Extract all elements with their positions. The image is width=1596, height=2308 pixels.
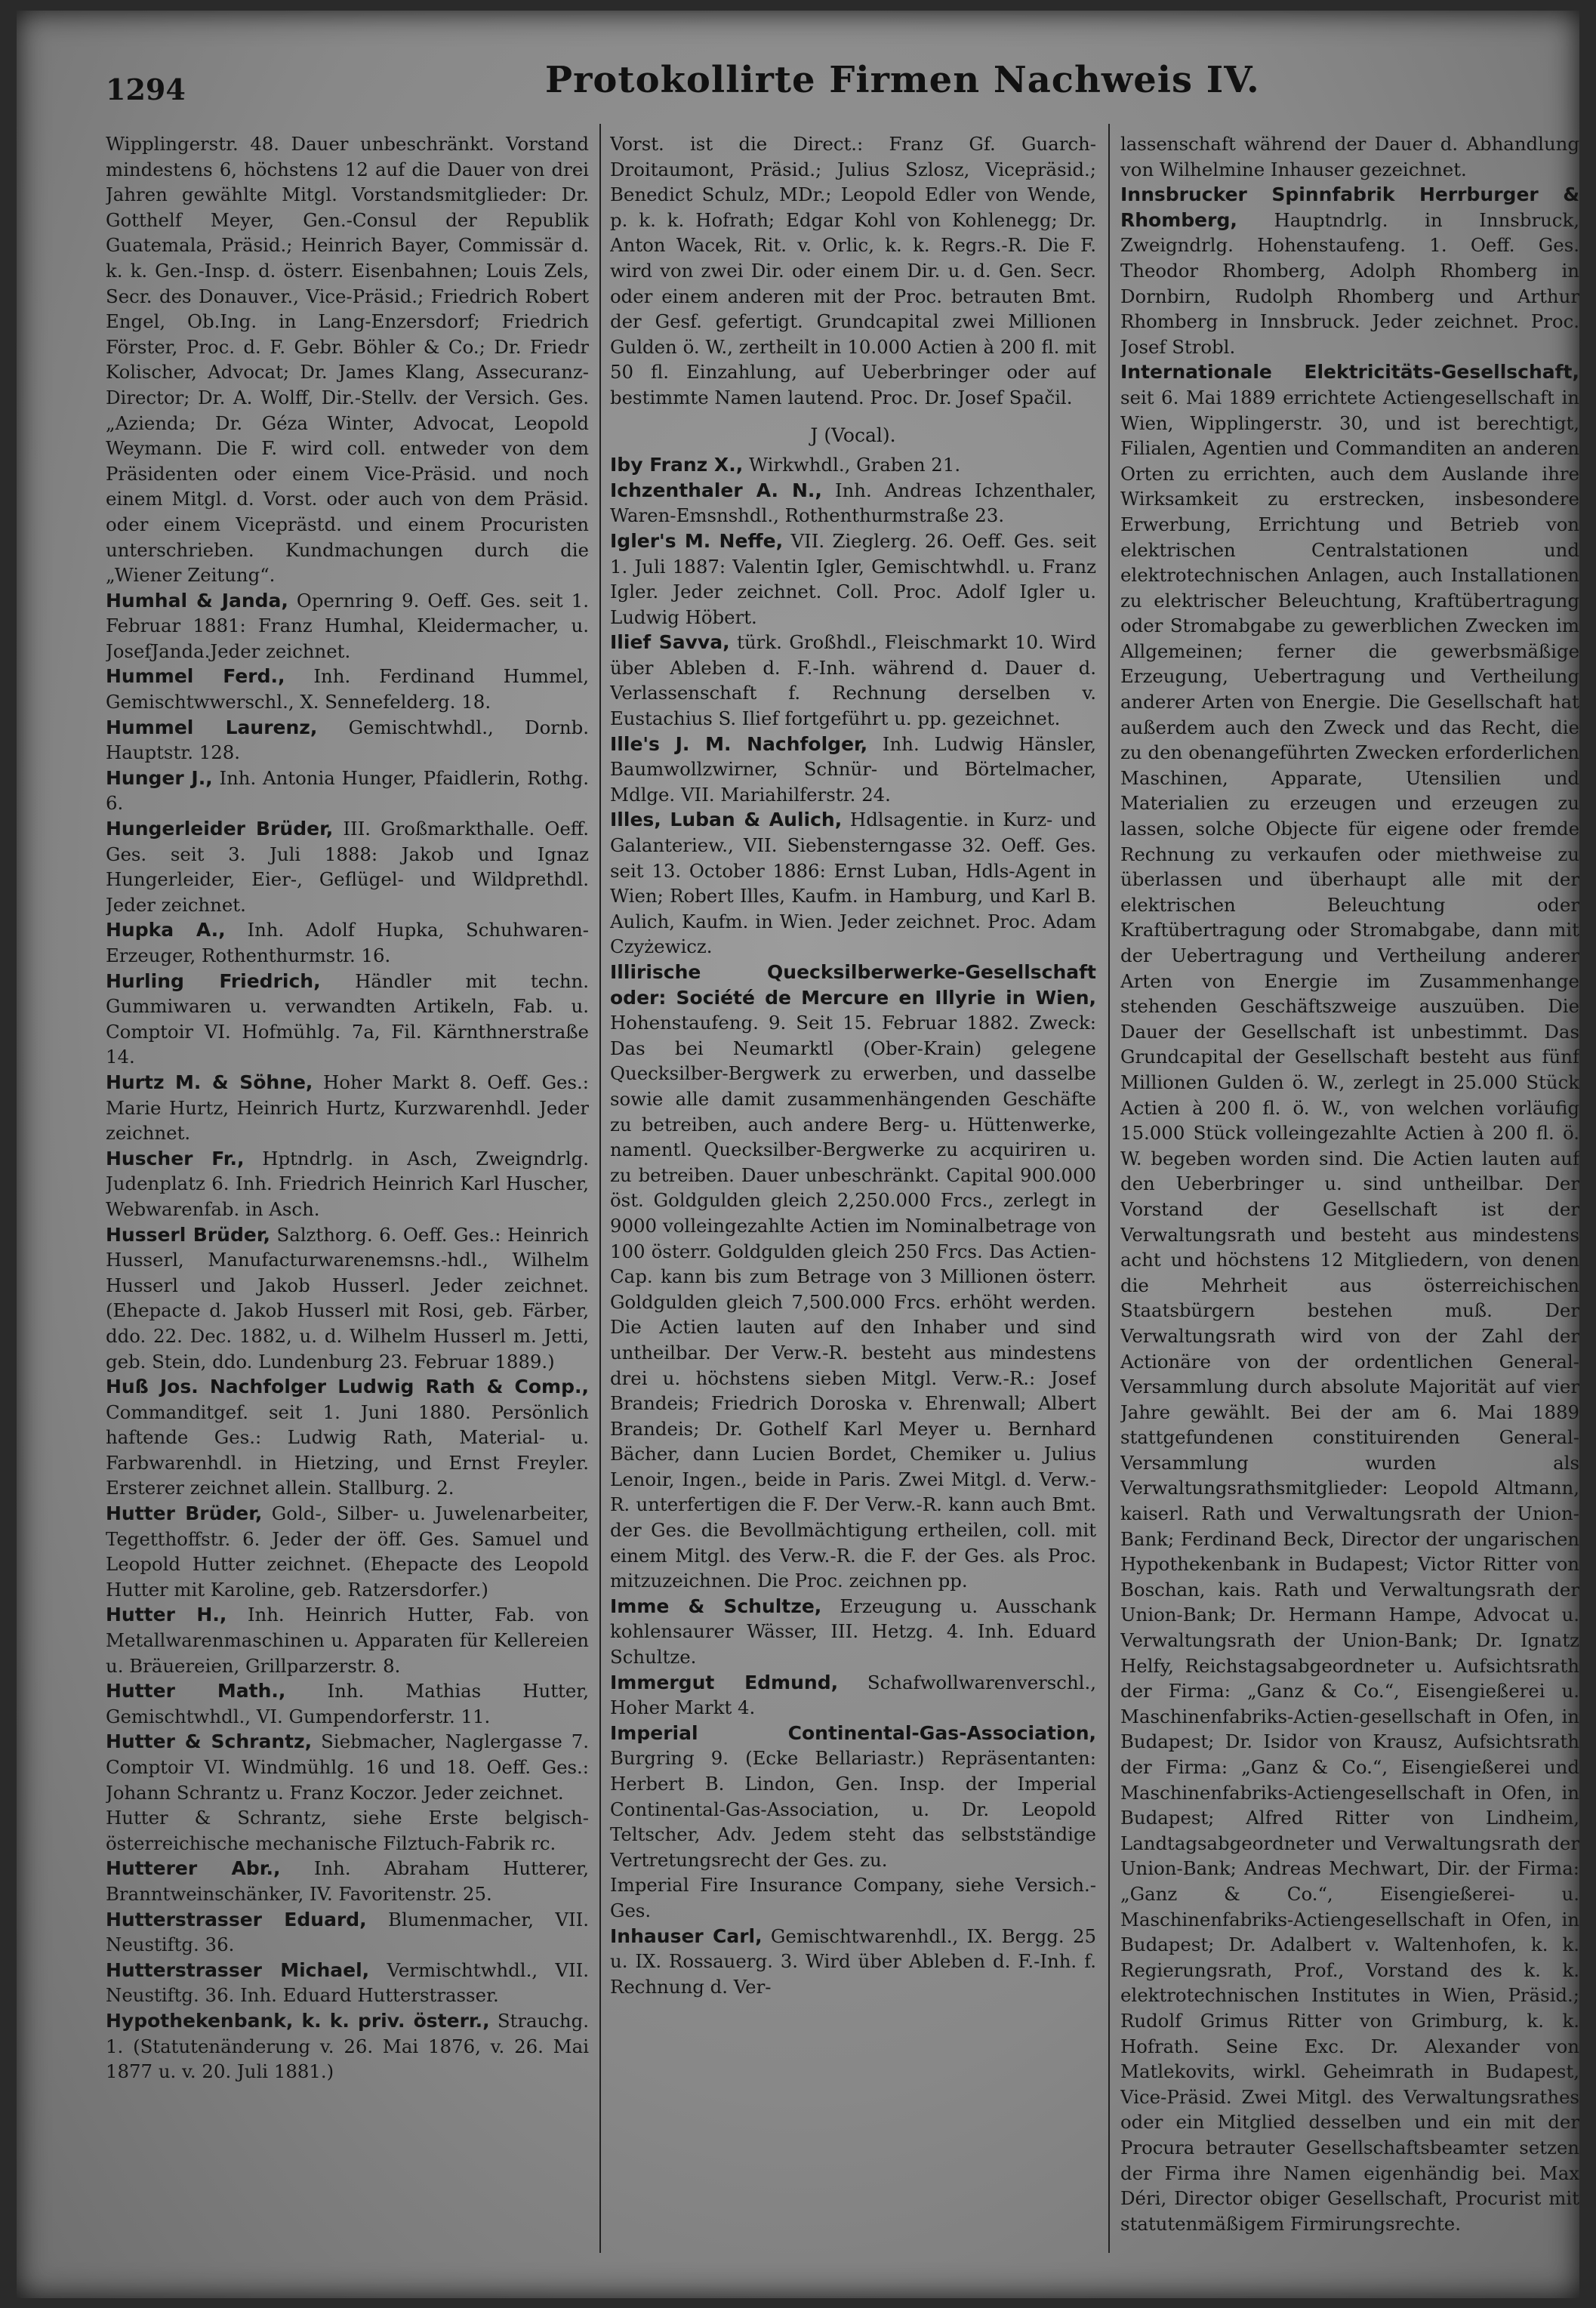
firm-name: Hungerleider Brüder, (106, 818, 334, 840)
entry-text: Inh. Adolf Hupka, Schuhwaren-Erzeuger, Rothenthurmstr. 16. (106, 919, 589, 966)
firm-name: Husserl Brüder, (106, 1223, 270, 1246)
entry-text: lassenschaft während der Dauer d. Abhandlung von Wilhelmine Inhauser gezeichnet. (1120, 133, 1579, 180)
firm-name: Huscher Fr., (106, 1147, 245, 1169)
directory-entry (106, 1729, 589, 1805)
firm-name: Huß Jos. Nachfolger Ludwig Rath & Comp., (106, 1376, 589, 1398)
firm-name: Illirische Quecksilberwerke-Gesellschaft oder: Société de Mercure en Illyrie in Wien, (610, 961, 1096, 1009)
column-divider (1108, 124, 1110, 2253)
directory-entry (106, 1501, 589, 1602)
directory-entry (610, 1594, 1096, 1670)
entry-text: Gemischtwhdl., Dornb. Hauptstr. 128. (106, 716, 589, 764)
directory-entry (106, 1907, 589, 1958)
firm-name: Hutter Brüder, (106, 1502, 263, 1525)
directory-entry (106, 1602, 589, 1678)
entry-text: Inh. Ludwig Hänsler, Baumwollzwirner, Schnür- und Börtelmacher, Mdlge. VII. Mariahilferstr. 24. (610, 732, 1096, 806)
directory-entry (610, 452, 1096, 478)
firm-name: Hunger J., (106, 766, 213, 789)
directory-entry (1120, 131, 1579, 182)
firm-name: Innsbrucker Spinnfabrik Herrburger & Rhomberg, (1120, 183, 1579, 231)
directory-entry (610, 528, 1096, 630)
directory-entry (1120, 182, 1579, 359)
directory-entry (610, 478, 1096, 528)
entry-text: Hohenstaufeng. 9. Seit 15. Februar 1882. Zweck: Das bei Neumarktl (Ober-Krain) gelegene Quecksilber-Bergwerk zu erwerben, und dasselbe sowie alle damit zusammenhängenden Geschäfte zu betreiben, auch andere Berg- u. Hüttenwerke, namentl. Quecksilber-Bergwerke zu acquiriren u. zu betreiben. Dauer unbeschränkt. Capital 900.000 öst. Goldgulden gleich 2,250.000 Frcs., zerlegt in 9000 volleingezahlte Actien im Nominalbetrage von 100 österr. Goldgulden gleich 250 Frcs. Das Actien-Cap. kann bis zum Betrage von 3 Millionen österr. Goldgulden gleich 7,500.000 Frcs. erhöht werden. Die Actien lauten auf den Inhaber und sind untheilbar. Der Verw.-R. besteht aus mindestens drei u. höchstens sieben Mitgl. Verw.-R.: Josef Brandeis; Friedrich Doroska v. Ehrenwall; Albert Brandeis; Dr. Gothelf Karl Meyer u. Bernhard Bächer, dann Lucien Bordet, Chemiker u. Julius Lenoir, Ingen., beide in Paris. Zwei Mitgl. d. Verw.-R. unterfertigen die F. Der Verw.-R. kann auch Bmt. der Ges. die Bevollmächtigung ertheilen, coll. mit einem Mitgl. des Verw.-R. die F. der Ges. als Proc. mitzuzeichnen. Die Proc. zeichnen pp. (610, 1012, 1096, 1592)
column-2 (610, 131, 1096, 2276)
firm-name: Hutterstrasser Eduard, (106, 1908, 367, 1931)
firm-name: Inhauser Carl, (610, 1924, 763, 1947)
firm-name: Hutterer Abr., (106, 1857, 281, 1880)
directory-entry (610, 960, 1096, 1594)
entry-text: Inh. Mathias Hutter, Gemischtwhdl., VI. Gumpendorferstr. 11. (106, 1680, 589, 1727)
entry-text: Salzthorg. 6. Oeff. Ges.: Heinrich Husserl, Manufacturwarenemsns.-hdl., Wilhelm Husserl und Jakob Husserl. Jeder zeichnet. (Ehepacte d. Jakob Husserl mit Rosi, geb. Färber, ddo. 22. Dec. 1882, u. d. Wilhelm Husserl m. Jetti, geb. Stein, ddo. Lundenburg 23. Februar 1889.) (106, 1223, 589, 1373)
directory-entry (106, 1146, 589, 1222)
firm-name: Hupka A., (106, 919, 226, 941)
directory-entry (106, 1070, 589, 1146)
entry-text: Erzeugung u. Ausschank kohlensaurer Wässer, III. Hetzg. 4. Inh. Eduard Schultze. (610, 1595, 1096, 1669)
directory-entry (610, 1872, 1096, 1923)
directory-entry (106, 1856, 589, 1906)
column-1 (106, 131, 589, 2276)
directory-entry (106, 917, 589, 968)
directory-entry (106, 1958, 589, 2008)
entry-text: türk. Großhdl., Fleischmarkt 10. Wird über Ableben d. F.-Inh. während d. Dauer d. Verlassenschaft f. Rechnung derselben v. Eustachius S. Ilief fortgeführt u. pp. gezeichnet. (610, 631, 1096, 730)
firm-name: Hypothekenbank, k. k. priv. österr., (106, 2009, 490, 2032)
column-divider (599, 124, 601, 2253)
directory-entry (610, 131, 1096, 411)
entry-text: Blumenmacher, VII. Neustiftg. 36. (106, 1908, 589, 1956)
directory-entry (610, 732, 1096, 808)
directory-entry (610, 630, 1096, 731)
directory-entry (106, 1374, 589, 1501)
firm-name: Hutter & Schrantz, (106, 1730, 313, 1753)
firm-name: Humhal & Janda, (106, 589, 288, 612)
firm-name: Ille's J. M. Nachfolger, (610, 732, 868, 755)
firm-name: Hutter Math., (106, 1680, 286, 1702)
entry-text: Gemischtwarenhdl., IX. Bergg. 25 u. IX. Rossauerg. 3. Wird über Ableben d. F.-Inh. f. Rechnung d. Ver- (610, 1924, 1096, 1998)
firm-name: Internationale Elektricitäts-Gesellschaft, (1120, 361, 1579, 384)
entry-text: III. Großmarkthalle. Oeff. Ges. seit 3. Juli 1888: Jakob und Ignaz Hungerleider, Eier-, Geflügel- und Wildprethdl. Jeder zeichnet. (106, 818, 589, 916)
section-heading: J (Vocal). (810, 424, 896, 446)
directory-entry (106, 131, 589, 588)
entry-text: Händler mit techn. Gummiwaren u. verwandten Artikeln, Fab. u. Comptoir VI. Hofmühlg. 7a, Fil. Kärnthnerstraße 14. (106, 969, 589, 1068)
directory-entry (106, 588, 589, 664)
entry-text: Inh. Abraham Hutterer, Branntweinschänker, IV. Favoritenstr. 25. (106, 1857, 589, 1905)
directory-entry (610, 807, 1096, 960)
entry-text: Gold-, Silber- u. Juwelenarbeiter, Tegetthoffstr. 6. Jeder der öff. Ges. Samuel und Leopold Hutter zeichnet. (Ehepacte des Leopold Hutter mit Karoline, geb. Ratzersdorfer.) (106, 1502, 589, 1601)
directory-entry (610, 1924, 1096, 2000)
entry-text: Vermischtwhdl., VII. Neustiftg. 36. Inh. Eduard Hutterstrasser. (106, 1958, 589, 2007)
column-3 (1120, 131, 1579, 2276)
entry-text: Inh. Heinrich Hutter, Fab. von Metallwarenmaschinen u. Apparaten für Kellereien u. Bräuereien, Grillparzerstr. 8. (106, 1604, 589, 1677)
firm-name: Igler's M. Neffe, (610, 529, 784, 552)
firm-name: Iby Franz X., (610, 454, 744, 476)
scanned-page (17, 11, 1579, 2298)
firm-name: Hummel Laurenz, (106, 716, 318, 738)
entry-text: Imperial Fire Insurance Company, siehe Versich.-Ges. (610, 1874, 1096, 1921)
entry-text: Opernring 9. Oeff. Ges. seit 1. Februar 1881: Franz Humhal, Kleidermacher, u. JosefJanda.Jeder zeichnet. (106, 589, 589, 662)
entry-text: Strauchg. 1. (Statutenänderung v. 26. Mai 1876, v. 26. Mai 1877 u. v. 20. Juli 1881.) (106, 2009, 589, 2083)
entry-text: Schafwollwarenverschl., Hoher Markt 4. (610, 1671, 1096, 1719)
firm-name: Immergut Edmund, (610, 1671, 839, 1693)
entry-text: Hptndrlg. in Asch, Zweigndrlg. Judenplatz 6. Inh. Friedrich Heinrich Karl Huscher, Webwarenfab. in Asch. (106, 1147, 589, 1220)
directory-entry (1120, 359, 1579, 2236)
entry-text: Inh. Ferdinand Hummel, Gemischtwwerschl., X. Sennefelderg. 18. (106, 665, 589, 713)
entry-text: Hauptndrlg. in Innsbruck, Zweigndrlg. Hohenstaufeng. 1. Oeff. Ges. Theodor Rhomberg, Adolph Rhomberg in Dornbirn, Rudolph Rhomberg und Arthur Rhomberg in Innsbruck. Jeder zeichnet. Proc. Josef Strobl. (1120, 208, 1579, 358)
directory-entry (106, 1678, 589, 1729)
entry-text: Hdlsagentie. in Kurz- und Galanteriew., VII. Siebensterngasse 32. Oeff. Ges. seit 13. October 1886: Ernst Luban, Hdls-Agent in Wien; Robert Illes, Kaufm. in Hamburg, und Karl B. Aulich, Kaufm. in Wien. Jeder zeichnet. Proc. Adam Czyżewicz. (610, 809, 1096, 958)
entry-text: seit 6. Mai 1889 errichtete Actiengesellschaft in Wien, Wipplingerstr. 30, und ist berechtigt, Filialen, Agentien und Commanditen an anderen Orten zu errichten, auch dem Auslande ihre Wirksamkeit zu erstrecken, insbesondere Erwerbung, Errichtung und Betrieb von elektrischen Centralstationen und elektrotechnischen Anlagen, auch Installationen zu elektrischer Beleuchtung, Kraftübertragung oder Stromabgabe zu gewerblichen Zwecken im Allgemeinen; ferner die gewerbsmäßige Erzeugung, Uebertragung und Vertheilung anderer Arten von Energie. Die Gesellschaft hat außerdem auch den Zweck und das Recht, die zu den obenangeführten Zwecken erforderlichen Maschinen, Apparate, Utensilien und Materialien zu erzeugen und erzeugen zu lassen, solche Objecte für eigene oder fremde Rechnung zu verkaufen oder miethweise zu überlassen und überhaupt alle mit der elektrischen Beleuchtung oder Kraftübertragung oder Stromabgabe, dann mit der Uebertragung und Vertheilung anderer Arten von Energie im Zusammenhange stehenden Geschäftszweige auszuüben. Die Dauer der Gesellschaft ist unbestimmt. Das Grundcapital der Gesellschaft besteht aus fünf Millionen Gulden ö. W., zerlegt in 25.000 Stück Actien à 200 fl. ö. W., von welchen vorläufig 15.000 Stück volleingezahlte Actien à 200 fl. ö. W. begeben worden sind. Die Actien lauten auf den Ueberbringer u. sind untheilbar. Der Vorstand der Gesellschaft ist der Verwaltungsrath und besteht aus mindestens acht und höchstens 12 Mitgliedern, von denen die Mehrheit aus österreichischen Staatsbürgern bestehen muß. Der Verwaltungsrath wird von der Zahl der Actionäre von der ordentlichen General-Versammlung durch absolute Majorität auf vier Jahre gewählt. Bei der am 6. Mai 1889 stattgefundenen constituirenden General-Versammlung wurden als Verwaltungsrathsmitglieder: Leopold Altmann, kaiserl. Rath und Verwaltungsrath der Union-Bank; Ferdinand Beck, Director der ungarischen Hypothekenbank in Budapest; Victor Ritter von Boschan, kais. Rath und Verwaltungsrath der Union-Bank; Dr. Hermann Hampe, Advocat u. Verwaltungsrath der Union-Bank; Dr. Ignatz Helfy, Reichstagsabgeordneter u. Aufsichtsrath der Firma: „Ganz & Co.“, Eisengießerei u. Maschinenfabriks-Actien-gesellschaft in Ofen, in Budapest; Dr. Isidor von Krausz, Aufsichtsrath der Firma: „Ganz & Co.“, Eisengießerei und Maschinenfabriks-Actiengesellschaft in Ofen, in Budapest; Alfred Ritter von Lindheim, Landtagsabgeordneter und Verwaltungsrath der Union-Bank; Andreas Mechwart, Dir. der Firma: „Ganz & Co.“, Eisengießerei- u. Maschinenfabriks-Actiengesellschaft in Ofen, in Budapest; Dr. Adalbert v. Waltenhofen, k. k. Regierungsrath, Prof., Vorstand des k. k. elektrotechnischen Institutes in Wien, Präsid.; Rudolf Grimus Ritter von Grimburg, k. k. Hofrath. Seine Exc. Dr. Alexander von Matlekovits, wirkl. Geheimrath in Budapest, Vice-Präsid. Zwei Mitgl. des Verwaltungsrathes oder ein Mitglied desselben und ein mit der Procura betrauter Gesellschaftsbeamter setzen der Firma ihre Namen eigenhändig bei. Max Déri, Director obiger Gesellschaft, Procurist mit statutenmäßigem Firmirungsrechte. (1120, 386, 1579, 2235)
firm-name: Hurling Friedrich, (106, 969, 321, 992)
firm-name: Hutterstrasser Michael, (106, 1958, 370, 1981)
entry-text: Commanditgef. seit 1. Juni 1880. Persönlich haftende Ges.: Ludwig Rath, Material- u. Farbwarenhdl. in Hietzing, und Ernst Freyler. Ersterer zeichnet allein. Stallburg. 2. (106, 1401, 589, 1499)
directory-entry (106, 715, 589, 766)
running-title: Protokollirte Firmen Nachweis IV. (545, 59, 1260, 101)
firm-name: Hurtz M. & Söhne, (106, 1071, 313, 1093)
directory-entry (106, 766, 589, 816)
directory-entry (610, 1721, 1096, 1873)
directory-entry (106, 1805, 589, 1856)
directory-entry (106, 1222, 589, 1375)
directory-entry (106, 816, 589, 917)
entry-text: VII. Zieglerg. 26. Oeff. Ges. seit 1. Juli 1887: Valentin Igler, Gemischtwhdl. u. Franz Igler. Jeder zeichnet. Coll. Proc. Adolf Igler u. Ludwig Höbert. (610, 529, 1096, 628)
page-number: 1294 (106, 72, 186, 106)
entry-text: Siebmacher, Naglergasse 7. Comptoir VI. Windmühlg. 16 und 18. Oeff. Ges.: Johann Schrantz u. Franz Koczor. Jeder zeichnet. (106, 1730, 589, 1804)
firm-name: Illes, Luban & Aulich, (610, 809, 843, 831)
entry-text: Wipplingerstr. 48. Dauer unbeschränkt. Vorstand mindestens 6, höchstens 12 auf die Dauer von drei Jahren gewählte Mitgl. Vorstandsmitglieder: Dr. Gotthelf Meyer, Gen.-Consul der Republik Guatemala, Präsid.; Heinrich Bayer, Commissär d. k. k. Gen.-Insp. d. österr. Eisenbahnen; Louis Zels, Secr. des Donauver., Vice-Präsid.; Friedrich Robert Engel, Ob.Ing. in Lang-Enzersdorf; Friedrich Förster, Proc. d. F. Gebr. Böhler & Co.; Dr. Friedr Kolischer, Advocat; Dr. James Klang, Assecuranz-Director; Dr. A. Wolff, Dir.-Stellv. der Versich. Ges. „Azienda; Dr. Géza Winter, Advocat, Leopold Weymann. Die F. wird coll. entweder von dem Präsidenten oder einem Vice-Präsid. und noch einem Mitgl. d. Vorst. oder auch von dem Präsid. oder einem Viceprästd. und einem Procuristen unterschrieben. Kundmachungen durch die „Wiener Zeitung“. (106, 133, 589, 587)
firm-name: Imperial Continental-Gas-Association, (610, 1721, 1096, 1744)
entry-text: Hutter & Schrantz, siehe Erste belgisch-österreichische mechanische Filztuch-Fabrik rc. (106, 1807, 589, 1854)
directory-entry (106, 2008, 589, 2085)
firm-name: Hutter H., (106, 1604, 227, 1626)
entry-text: Hoher Markt 8. Oeff. Ges.: Marie Hurtz, Heinrich Hurtz, Kurzwarenhdl. Jeder zeichnet. (106, 1071, 589, 1145)
entry-text: Vorst. ist die Direct.: Franz Gf. Guarch-Droitaumont, Präsid.; Julius Szlosz, Vicepräsid.; Benedict Schulz, MDr.; Leopold Edler von Wende, p. k. k. Hofrath; Edgar Kohl von Kohlenegg; Dr. Anton Wacek, Rit. v. Orlic, k. k. Regrs.-R. Die F. wird von zwei Dir. oder einem Dir. u. d. Gen. Secr. oder einem anderen mit der Proc. betrauten Bmt. der Gesf. gefertigt. Grundcapital zwei Millionen Gulden ö. W., zertheilt in 10.000 Actien à 200 fl. mit 50 fl. Einzahlung, auf Ueberbringer oder auf bestimmte Namen lautend. Proc. Dr. Josef Spačil. (610, 133, 1096, 408)
entry-text: Inh. Andreas Ichzenthaler, Waren-Emsnshdl., Rothenthurmstraße 23. (610, 479, 1096, 527)
directory-entry (106, 969, 589, 1070)
firm-name: Ilief Savva, (610, 631, 730, 654)
directory-entry (106, 664, 589, 714)
firm-name: Hummel Ferd., (106, 665, 285, 688)
firm-name: Imme & Schultze, (610, 1595, 822, 1617)
directory-entry (610, 1670, 1096, 1721)
entry-text: Inh. Antonia Hunger, Pfaidlerin, Rothg. 6. (106, 766, 589, 815)
entry-text: Burgring 9. (Ecke Bellariastr.) Repräsentanten: Herbert B. Lindon, Gen. Insp. der Imperial Continental-Gas-Association, u. Dr. Leopold Teltscher, Adv. Jedem steht das selbstständige Vertretungsrecht der Ges. zu. (610, 1747, 1096, 1871)
firm-name: Ichzenthaler A. N., (610, 479, 822, 501)
entry-text: Wirkwhdl., Graben 21. (748, 454, 961, 476)
